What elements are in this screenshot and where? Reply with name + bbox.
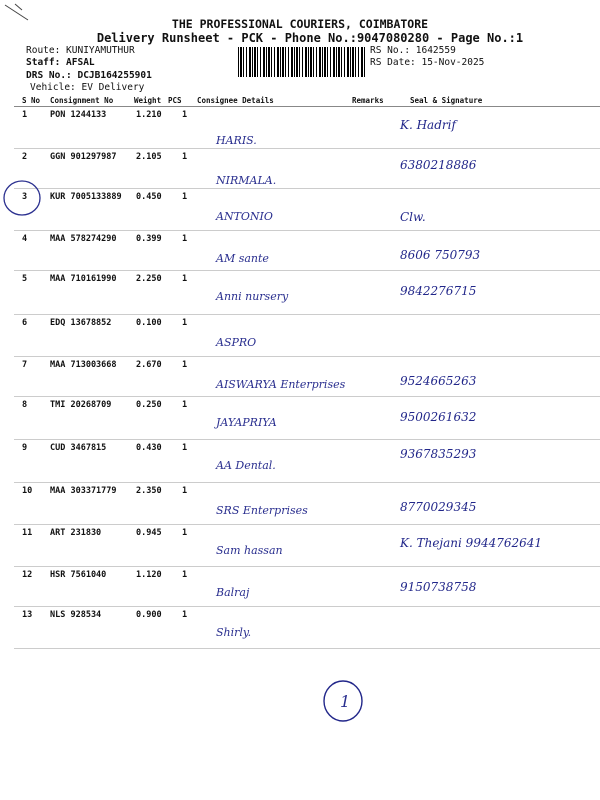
row-weight: 0.945 — [136, 528, 162, 538]
row-consignee-name: Shirly. — [216, 626, 252, 639]
col-sno: S No — [22, 96, 41, 105]
col-consignment: Consignment No — [50, 96, 114, 105]
row-consignee-name: JAYAPRIYA — [216, 416, 277, 429]
row-consignment: ART 231830 — [50, 528, 102, 538]
row-signature: 9367835293 — [400, 447, 477, 461]
row-signature: 9842276715 — [400, 284, 477, 298]
col-consignee: Consignee Details — [197, 96, 274, 105]
col-seal: Seal & Signature — [410, 96, 483, 105]
staff: Staff: AFSAL — [26, 57, 95, 68]
row-pcs: 1 — [182, 486, 188, 496]
row-consignment: CUD 3467815 — [50, 443, 107, 453]
row-sno: 10 — [22, 486, 33, 496]
row-pcs: 1 — [182, 610, 188, 620]
row-pcs: 1 — [182, 570, 188, 580]
company-title: THE PROFESSIONAL COURIERS, COIMBATORE — [171, 17, 429, 31]
row-divider — [14, 148, 600, 149]
row-signature: 9524665263 — [400, 374, 477, 388]
row-divider — [14, 314, 600, 315]
drs-number: DRS No.: DCJB164255901 — [26, 70, 152, 81]
row-signature: K. Hadrif — [400, 118, 456, 132]
row-signature: 8770029345 — [400, 500, 477, 514]
row-divider — [14, 230, 600, 231]
rs-date: RS Date: 15-Nov-2025 — [370, 57, 485, 68]
circle-mark — [2, 176, 46, 220]
row-sno: 11 — [22, 528, 33, 538]
col-weight: Weight — [134, 96, 162, 105]
row-sno: 7 — [22, 360, 28, 370]
barcode-image — [238, 47, 366, 77]
row-weight: 0.250 — [136, 400, 162, 410]
row-weight: 0.900 — [136, 610, 162, 620]
row-signature: K. Thejani 9944762641 — [400, 536, 543, 550]
row-sno: 9 — [22, 443, 28, 453]
row-pcs: 1 — [182, 192, 188, 202]
row-consignment: HSR 7561040 — [50, 570, 107, 580]
row-consignee-name: HARIS. — [216, 134, 257, 147]
row-signature: 9150738758 — [400, 580, 477, 594]
row-divider — [14, 439, 600, 440]
row-weight: 1.120 — [136, 570, 162, 580]
row-pcs: 1 — [182, 443, 188, 453]
row-sno: 5 — [22, 274, 28, 284]
row-divider — [14, 270, 600, 271]
row-consignment: MAA 710161990 — [50, 274, 117, 284]
row-consignee-name: AM sante — [216, 252, 269, 265]
row-consignee-name: NIRMALA. — [216, 174, 277, 187]
row-sno: 3 — [22, 192, 28, 202]
row-divider — [14, 566, 600, 567]
row-consignee-name: Anni nursery — [216, 290, 289, 303]
row-consignee-name: Sam hassan — [216, 544, 283, 557]
row-divider — [14, 648, 600, 649]
header-rule — [14, 106, 600, 107]
row-consignment: NLS 928534 — [50, 610, 102, 620]
row-sno: 8 — [22, 400, 28, 410]
row-consignee-name: Balraj — [216, 586, 250, 599]
row-signature: 9500261632 — [400, 410, 477, 424]
row-sno: 12 — [22, 570, 33, 580]
col-pcs: PCS — [168, 96, 182, 105]
row-sno: 4 — [22, 234, 28, 244]
row-consignment: PON 1244133 — [50, 110, 107, 120]
row-consignee-name: AISWARYA Enterprises — [216, 378, 346, 391]
row-sno: 2 — [22, 152, 28, 162]
row-weight: 2.670 — [136, 360, 162, 370]
runsheet-subtitle: Delivery Runsheet - PCK - Phone No.:9047080280 - Page No.:1 — [96, 31, 524, 45]
row-sno: 1 — [22, 110, 28, 120]
row-pcs: 1 — [182, 528, 188, 538]
row-weight: 0.100 — [136, 318, 162, 328]
row-sno: 13 — [22, 610, 33, 620]
row-consignment: MAA 713003668 — [50, 360, 117, 370]
row-pcs: 1 — [182, 110, 188, 120]
row-signature: Clw. — [400, 210, 426, 224]
row-consignee-name: ASPRO — [216, 336, 257, 349]
row-weight: 0.399 — [136, 234, 162, 244]
row-consignment: MAA 303371779 — [50, 486, 117, 496]
row-consignment: TMI 20268709 — [50, 400, 112, 410]
row-consignee-name: SRS Enterprises — [216, 504, 308, 517]
row-weight: 2.350 — [136, 486, 162, 496]
row-pcs: 1 — [182, 234, 188, 244]
route: Route: KUNIYAMUTHUR — [26, 45, 135, 56]
row-divider — [14, 482, 600, 483]
row-weight: 0.450 — [136, 192, 162, 202]
row-weight: 2.250 — [136, 274, 162, 284]
row-consignment: KUR 7005133889 — [50, 192, 122, 202]
row-pcs: 1 — [182, 274, 188, 284]
row-sno: 6 — [22, 318, 28, 328]
col-remarks: Remarks — [352, 96, 384, 105]
row-pcs: 1 — [182, 318, 188, 328]
row-weight: 1.210 — [136, 110, 162, 120]
row-signature: 8606 750793 — [400, 248, 481, 262]
row-pcs: 1 — [182, 400, 188, 410]
row-pcs: 1 — [182, 152, 188, 162]
row-divider — [14, 606, 600, 607]
row-weight: 0.430 — [136, 443, 162, 453]
row-divider — [14, 524, 600, 525]
rs-number: RS No.: 1642559 — [370, 45, 456, 56]
row-signature: 6380218886 — [400, 158, 477, 172]
row-consignment: GGN 901297987 — [50, 152, 117, 162]
row-consignee-name: ANTONIO — [216, 210, 273, 223]
vehicle: Vehicle: EV Delivery — [30, 82, 145, 93]
row-consignment: MAA 578274290 — [50, 234, 117, 244]
row-pcs: 1 — [182, 360, 188, 370]
row-divider — [14, 356, 600, 357]
row-consignee-name: AA Dental. — [216, 459, 276, 472]
row-divider — [14, 396, 600, 397]
page-mark: 1 — [340, 692, 351, 711]
row-divider — [14, 188, 600, 189]
row-weight: 2.105 — [136, 152, 162, 162]
row-consignment: EDQ 13678852 — [50, 318, 112, 328]
